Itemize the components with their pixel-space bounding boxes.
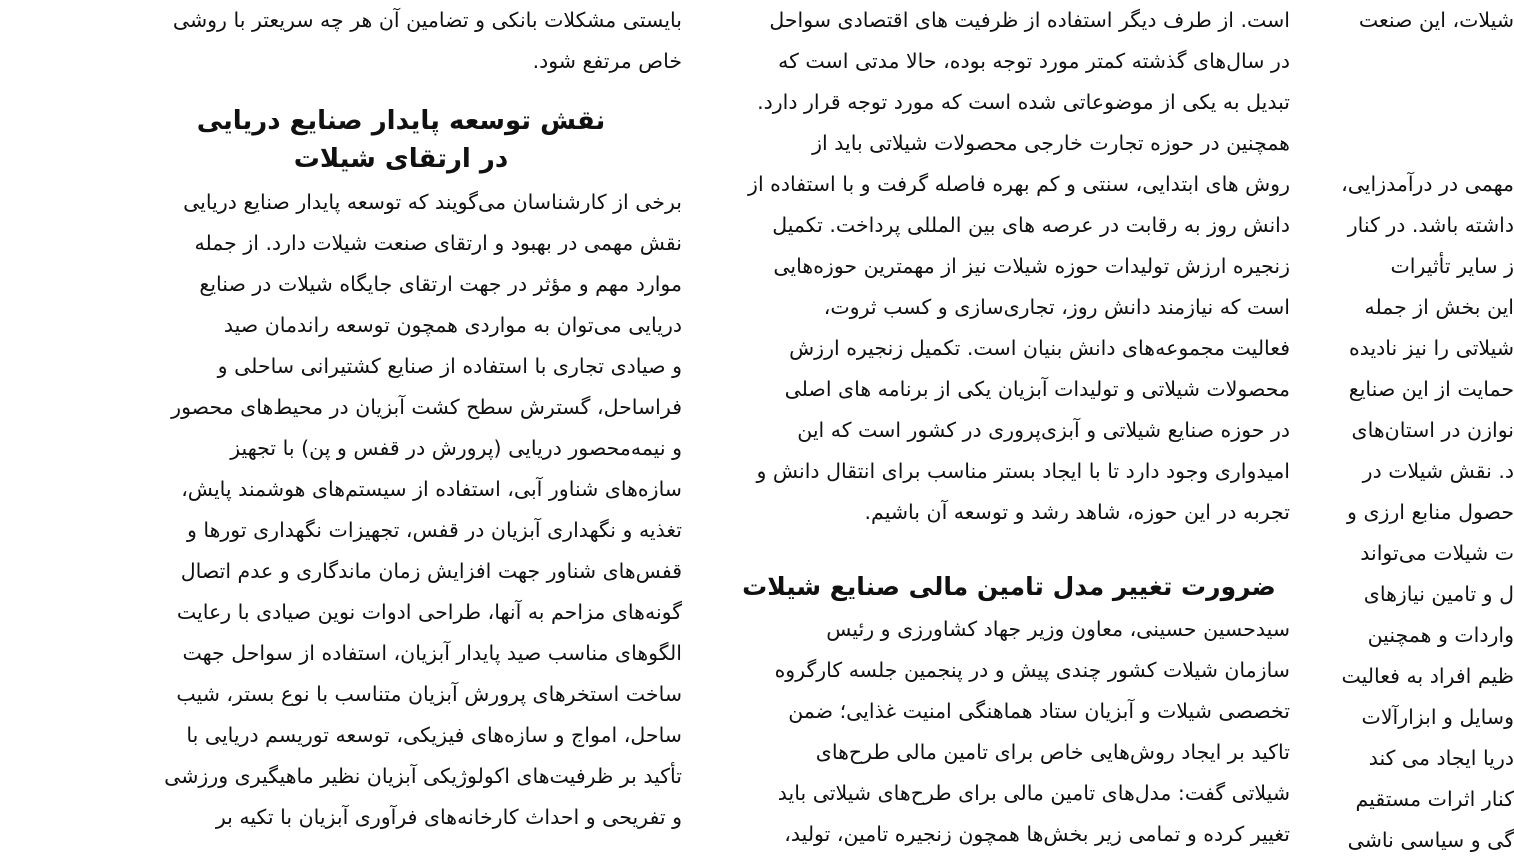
text-line: تأکید بر ظرفیت‌های اکولوژیکی آبزیان نظیر ماهیگیری ورزشی: [164, 764, 682, 788]
text-line: گونه‌های مزاحم به آنها، طراحی ادوات نوین صیادی با رعایت: [176, 600, 682, 624]
text-line: تبدیل به یکی از موضوعاتی شده است که مورد توجه قرار دارد.: [757, 90, 1290, 114]
text-line: نقش مهمی در بهبود و ارتقای صنعت شیلات دارد. از جمله: [194, 231, 682, 255]
text-line: فراساحل، گسترش سطح کشت آبزیان در محیط‌های محصور: [171, 395, 682, 419]
article-column-right-cropped: [1334, 0, 1514, 852]
text-line: حصول منابع ارزی و: [1347, 500, 1514, 524]
intro-paragraph: [120, 0, 682, 82]
text-line: موارد مهم و مؤثر در جهت ارتقای جایگاه شیلات در صنایع: [199, 272, 682, 296]
text-line: ت شیلات می‌تواند: [1360, 541, 1514, 565]
text-line: نوازن در استان‌های: [1351, 418, 1514, 442]
text-line: است. از طرف دیگر استفاده از ظرفیت های اقتصادی سواحل: [769, 8, 1290, 32]
text-line: تجربه در این حوزه، شاهد رشد و توسعه آن باشیم.: [864, 500, 1290, 524]
text-line: شیلاتی را نیز نادیده: [1348, 336, 1514, 360]
text-line: واردات و همچنین: [1367, 623, 1514, 647]
text-line: در سال‌های گذشته کمتر مورد توجه بوده، حالا مدتی است که: [778, 49, 1290, 73]
text-line: زنجیره ارزش تولیدات حوزه شیلات نیز از مهمترین حوزه‌هایی: [773, 254, 1290, 278]
article-column-middle: [728, 0, 1290, 848]
text-line: تغییر کرده و تمامی زیر بخش‌ها همچون زنجیره تامین، تولید،: [784, 822, 1290, 846]
column-gap: [1334, 41, 1514, 164]
text-line: محصولات شیلاتی و تولیدات آبزیان یکی از برنامه های اصلی: [784, 377, 1290, 401]
text-line: است که نیازمند دانش روز، تجاری‌سازی و کسب ثروت،: [823, 295, 1290, 319]
text-line: فعالیت مجموعه‌های دانش بنیان است. تکمیل زنجیره ارزش: [789, 336, 1290, 360]
heading-line: نقش توسعه پایدار صنایع دریایی: [196, 106, 606, 136]
text-line: کنار اثرات مستقیم: [1355, 787, 1514, 811]
text-line: خاص مرتفع شود.: [532, 49, 682, 73]
text-line: قفس‌های شناور جهت افزایش زمان ماندگاری و عدم اتصال: [180, 559, 682, 583]
heading-line: در ارتقای شیلات: [293, 144, 509, 174]
text-line: و تفریحی و احداث کارخانه‌های فرآوری آبزیان با تکیه بر: [215, 805, 682, 829]
text-line: دریایی می‌توان به مواردی همچون توسعه راندمان صید: [223, 313, 682, 337]
section-heading-marine-industries: [120, 102, 682, 178]
body-paragraph: [1334, 164, 1514, 861]
text-line: داشته باشد. در کنار: [1347, 213, 1514, 237]
text-line: الگوهای مناسب صید پایدار آبزیان، استفاده از سواحل جهت: [182, 641, 682, 665]
text-line: روش های ابتدایی، سنتی و کم بهره فاصله گرفت و با استفاده از: [748, 172, 1290, 196]
body-paragraph: [120, 182, 682, 838]
text-line: دانش روز به رقابت در عرصه های بین المللی پرداخت. تکمیل: [772, 213, 1290, 237]
text-line: تغذیه و نگهداری آبزیان در قفس، تجهیزات نگهداری تورها و: [186, 518, 682, 542]
text-line: وسایل و ابزارآلات: [1361, 705, 1514, 729]
text-line: همچنین در حوزه تجارت خارجی محصولات شیلاتی باید از: [812, 131, 1290, 155]
text-line: ساخت استخرهای پرورش آبزیان متناسب با نوع بستر، شیب: [176, 682, 682, 706]
text-line: دریا ایجاد می کند: [1368, 746, 1514, 770]
text-line: تاکید بر ایجاد روش‌هایی خاص برای تامین مالی طرح‌های: [815, 740, 1290, 764]
text-line: امیدواری وجود دارد تا با ایجاد بستر مناسب برای انتقال دانش و: [756, 459, 1290, 483]
text-line: و نیمه‌محصور دریایی (پرورش در قفس و پن) با تجهیز: [230, 436, 682, 460]
text-line: شیلاتی گفت: مدل‌های تامین مالی برای طرح‌های شیلاتی باید: [777, 781, 1290, 805]
text-line: سیدحسین حسینی، معاون وزیر جهاد کشاورزی و رئیس: [826, 617, 1290, 641]
text-line: سازه‌های شناور آبی، استفاده از سیستم‌های هوشمند پایش،: [181, 477, 682, 501]
text-line: این بخش از جمله: [1364, 295, 1514, 319]
text-line: تخصصی شیلات و آبزیان ستاد هماهنگی امنیت غذایی؛ ضمن: [788, 699, 1290, 723]
text-line: و صیادی تجاری با استفاده از صنایع کشتیرانی ساحلی و: [217, 354, 682, 378]
text-line: حمایت از این صنایع: [1348, 377, 1514, 401]
text-line: بایستی مشکلات بانکی و تضامین آن هر چه سریعتر با روشی: [172, 8, 682, 32]
text-line: ل و تامین نیازهای: [1363, 582, 1514, 606]
text-line: گی و سیاسی ناشی: [1347, 828, 1514, 852]
text-line: در حوزه صنایع شیلاتی و آبزی‌پروری در کشور است که این: [797, 418, 1290, 442]
body-paragraph: [728, 0, 1290, 533]
text-line: ظیم افراد به فعالیت: [1341, 664, 1514, 688]
text-line: مهمی در درآمدزایی،: [1341, 172, 1514, 196]
text-line: برخی از کارشناسان می‌گویند که توسعه پایدار صنایع دریایی: [183, 190, 682, 214]
text-line: د. نقش شیلات در: [1362, 459, 1514, 483]
text-line: سازمان شیلات کشور چندی پیش و در پنجمین جلسه کارگروه: [774, 658, 1290, 682]
text-line: ساحل، امواج و سازه‌های فیزیکی، توسعه توریسم دریایی با: [186, 723, 682, 747]
section-heading-financing-model: ضرورت تغییر مدل تامین مالی صنایع شیلات: [742, 572, 1276, 601]
body-paragraph: [728, 609, 1290, 855]
article-column-left: [120, 0, 682, 848]
text-line: شیلات، این صنعت: [1358, 8, 1514, 32]
text-line: ز سایر تأثیرات: [1390, 254, 1514, 278]
